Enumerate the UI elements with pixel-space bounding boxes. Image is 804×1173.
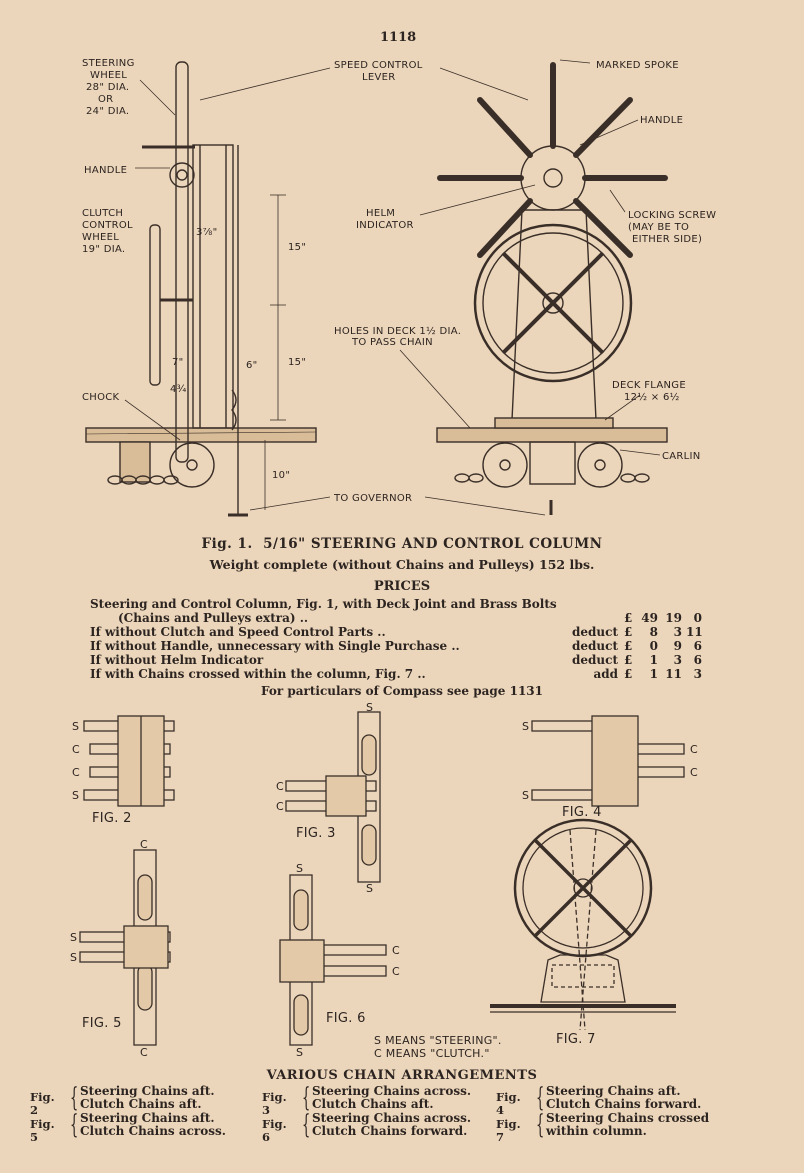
label-speed-control-lever: SPEED CONTROL — [334, 60, 423, 71]
label-deck-flange: DECK FLANGE — [612, 380, 686, 391]
svg-text:WHEEL: WHEEL — [82, 232, 120, 243]
label-handle-right: HANDLE — [640, 115, 684, 126]
fig6-label: FIG. 6 — [326, 1011, 366, 1026]
key-steering: S MEANS "STEERING". — [374, 1034, 502, 1047]
svg-text:(MAY BE TO: (MAY BE TO — [628, 222, 690, 233]
pedestal-front — [512, 210, 596, 420]
label-helm-indicator: HELM — [366, 208, 396, 219]
price-row: (Chains and Pulleys extra) .. £ 49 19 0 — [118, 611, 702, 625]
svg-text:3⅞": 3⅞" — [196, 227, 218, 238]
fig3-label: FIG. 3 — [296, 826, 336, 841]
fig4-label: FIG. 4 — [562, 805, 602, 820]
svg-text:S: S — [296, 1046, 304, 1059]
svg-text:TO PASS CHAIN: TO PASS CHAIN — [352, 337, 433, 348]
label-locking-screw: LOCKING SCREW — [628, 210, 717, 221]
svg-text:LEVER: LEVER — [362, 72, 396, 83]
page-number: 1118 — [380, 30, 417, 45]
prices-heading: PRICES — [373, 579, 431, 594]
svg-text:4¾: 4¾ — [170, 384, 187, 395]
svg-text:EITHER SIDE): EITHER SIDE) — [632, 234, 703, 245]
label-marked-spoke: MARKED SPOKE — [596, 60, 679, 71]
svg-text:C: C — [140, 1046, 148, 1059]
deck-plank-left — [86, 428, 316, 442]
svg-text:S: S — [366, 882, 374, 895]
clutch-wheel-side — [150, 225, 160, 385]
svg-text:15": 15" — [288, 242, 307, 253]
svg-text:S: S — [72, 789, 80, 802]
svg-text:C: C — [276, 780, 284, 793]
compass-note: For particulars of Compass see page 1131 — [261, 684, 543, 698]
svg-text:S: S — [70, 931, 78, 944]
label-clutch-wheel: CLUTCH — [82, 208, 124, 219]
svg-text:10": 10" — [272, 470, 291, 481]
column-side — [193, 145, 233, 428]
svg-text:C: C — [72, 766, 80, 779]
svg-text:24" DIA.: 24" DIA. — [86, 106, 130, 117]
price-row: If without Helm Indicator deduct £ 1 3 6 — [90, 653, 702, 667]
fig1-caption: Fig. 1. 5/16" STEERING AND CONTROL COLUMN — [201, 536, 603, 552]
price-row: If with Chains crossed within the column, Fig. 7 .. add £ 1 11 3 — [90, 667, 702, 681]
svg-text:C: C — [72, 743, 80, 756]
svg-text:S: S — [72, 720, 80, 733]
fig4-drawing — [532, 716, 684, 806]
label-holes-in-deck: HOLES IN DECK 1½ DIA. — [334, 326, 462, 337]
fig1-weight: Weight complete (without Chains and Pulleys) 152 lbs. — [209, 557, 595, 572]
label-chock: CHOCK — [82, 392, 120, 403]
svg-text:S: S — [70, 951, 78, 964]
svg-text:7": 7" — [172, 357, 184, 368]
svg-text:12½ × 6½: 12½ × 6½ — [624, 392, 680, 403]
svg-text:WHEEL: WHEEL — [90, 70, 128, 81]
fig7-drawing — [490, 820, 676, 1030]
svg-text:28" DIA.: 28" DIA. — [86, 82, 130, 93]
fig7-label: FIG. 7 — [556, 1032, 596, 1047]
svg-text:S: S — [522, 720, 530, 733]
label-carlin: CARLIN — [662, 451, 701, 462]
svg-text:15": 15" — [288, 357, 307, 368]
steering-wheel-side — [176, 62, 188, 462]
svg-text:C: C — [690, 743, 698, 756]
svg-text:S: S — [296, 862, 304, 875]
svg-text:CONTROL: CONTROL — [82, 220, 133, 231]
fig2-drawing — [84, 716, 174, 806]
svg-text:OR: OR — [98, 94, 114, 105]
svg-text:19" DIA.: 19" DIA. — [82, 244, 126, 255]
label-steering-wheel-1: STEERING — [82, 58, 135, 69]
key-clutch: C MEANS "CLUTCH." — [374, 1047, 490, 1060]
svg-text:C: C — [140, 838, 148, 851]
price-row: Steering and Control Column, Fig. 1, with Deck Joint and Brass Bolts — [90, 597, 557, 611]
fig3-drawing — [286, 712, 380, 882]
label-handle-left: HANDLE — [84, 165, 128, 176]
label-to-governor: TO GOVERNOR — [334, 493, 413, 504]
arrangements-heading: VARIOUS CHAIN ARRANGEMENTS — [266, 1068, 538, 1083]
svg-text:INDICATOR: INDICATOR — [356, 220, 414, 231]
svg-text:C: C — [276, 800, 284, 813]
svg-text:6": 6" — [246, 360, 258, 371]
deck-plank-right — [437, 428, 667, 442]
svg-text:C: C — [392, 965, 400, 978]
svg-text:C: C — [392, 944, 400, 957]
price-row: If without Clutch and Speed Control Parts .. deduct £ 8 3 11 — [90, 625, 703, 639]
svg-text:S: S — [522, 789, 530, 802]
fig5-label: FIG. 5 — [82, 1016, 122, 1031]
fig1-steering-column-drawing — [0, 40, 804, 530]
chain-arrangement-figures — [0, 700, 804, 1062]
svg-text:C: C — [690, 766, 698, 779]
price-row: If without Handle, unnecessary with Single Purchase .. deduct £ 0 9 6 — [90, 639, 702, 653]
fig2-label: FIG. 2 — [92, 811, 132, 826]
svg-text:S: S — [366, 701, 374, 714]
